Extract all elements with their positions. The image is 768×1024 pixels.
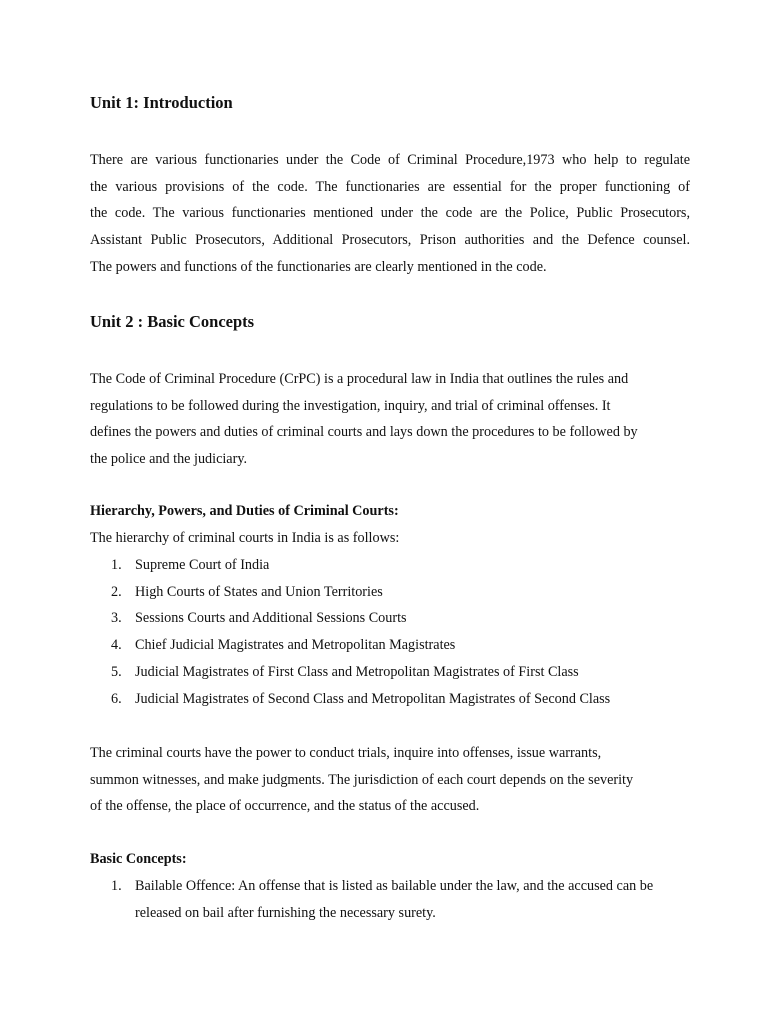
paragraph-line: the police and the judiciary. (90, 451, 248, 468)
hierarchy-title: Hierarchy, Powers, and Duties of Criminal Courts: (90, 503, 399, 519)
paragraph-line: Assistant Public Prosecutors, Additional Prosecutors, Prison authorities and the Defence counsel. (90, 232, 690, 249)
paragraph-line: defines the powers and duties of criminal courts and lays down the procedures to be followed by (90, 424, 638, 441)
basic-concepts-title: Basic Concepts: (90, 851, 187, 867)
paragraph-line: the code. The various functionaries mentioned under the code are the Police, Public Prosecutors, (90, 205, 690, 222)
list-number: 2. (111, 583, 122, 600)
list-number: 3. (111, 610, 122, 627)
paragraph-line: summon witnesses, and make judgments. The jurisdiction of each court depends on the severity (90, 771, 634, 788)
hierarchy-lead: The hierarchy of criminal courts in India is as follows: (90, 530, 400, 546)
basic-concepts-list (90, 873, 670, 926)
paragraph-line: The Code of Criminal Procedure (CrPC) is a procedural law in India that outlines the rules and (90, 371, 629, 387)
list-number: 1. (111, 557, 122, 573)
list-item (90, 632, 610, 659)
list-item (90, 579, 610, 606)
paragraph-line: of the offense, the place of occurrence, and the status of the accused. (90, 798, 480, 815)
list-item (90, 686, 610, 713)
court-hierarchy-list (90, 552, 610, 712)
unit-1-paragraph (90, 147, 690, 281)
list-item-text: Bailable Offence: An offense that is listed as bailable under the law, and the accused can be released on bail after furnishing the necessary surety. (135, 878, 654, 921)
list-item (90, 552, 610, 579)
list-item-text: Supreme Court of India (135, 557, 270, 573)
list-item (90, 659, 610, 686)
list-item (90, 605, 610, 632)
unit-2-intro-paragraph (90, 366, 680, 473)
list-number: 5. (111, 663, 122, 680)
list-item-text: Sessions Courts and Additional Sessions Courts (135, 610, 407, 627)
paragraph-line: The criminal courts have the power to conduct trials, inquire into offenses, issue warrants, (90, 745, 602, 761)
paragraph-line: There are various functionaries under the Code of Criminal Procedure,1973 who help to regulate (90, 152, 690, 168)
list-item-text: Chief Judicial Magistrates and Metropolitan Magistrates (135, 637, 456, 654)
list-item-text: High Courts of States and Union Territories (135, 583, 383, 600)
paragraph-line: The powers and functions of the functionaries are clearly mentioned in the code. (90, 258, 547, 275)
list-number: 4. (111, 637, 122, 654)
unit-2-heading: Unit 2 : Basic Concepts (90, 312, 255, 331)
list-number: 1. (111, 878, 122, 894)
paragraph-line: regulations to be followed during the investigation, inquiry, and trial of criminal offenses. It (90, 397, 611, 414)
list-item (90, 873, 670, 926)
list-item-text: Judicial Magistrates of Second Class and Metropolitan Magistrates of Second Class (135, 690, 611, 707)
unit-1-heading: Unit 1: Introduction (90, 93, 233, 112)
paragraph-line: the various provisions of the code. The functionaries are essential for the proper functioning of (90, 178, 690, 195)
list-item-text: Judicial Magistrates of First Class and Metropolitan Magistrates of First Class (135, 663, 579, 680)
list-number: 6. (111, 690, 122, 707)
court-powers-paragraph (90, 740, 680, 820)
